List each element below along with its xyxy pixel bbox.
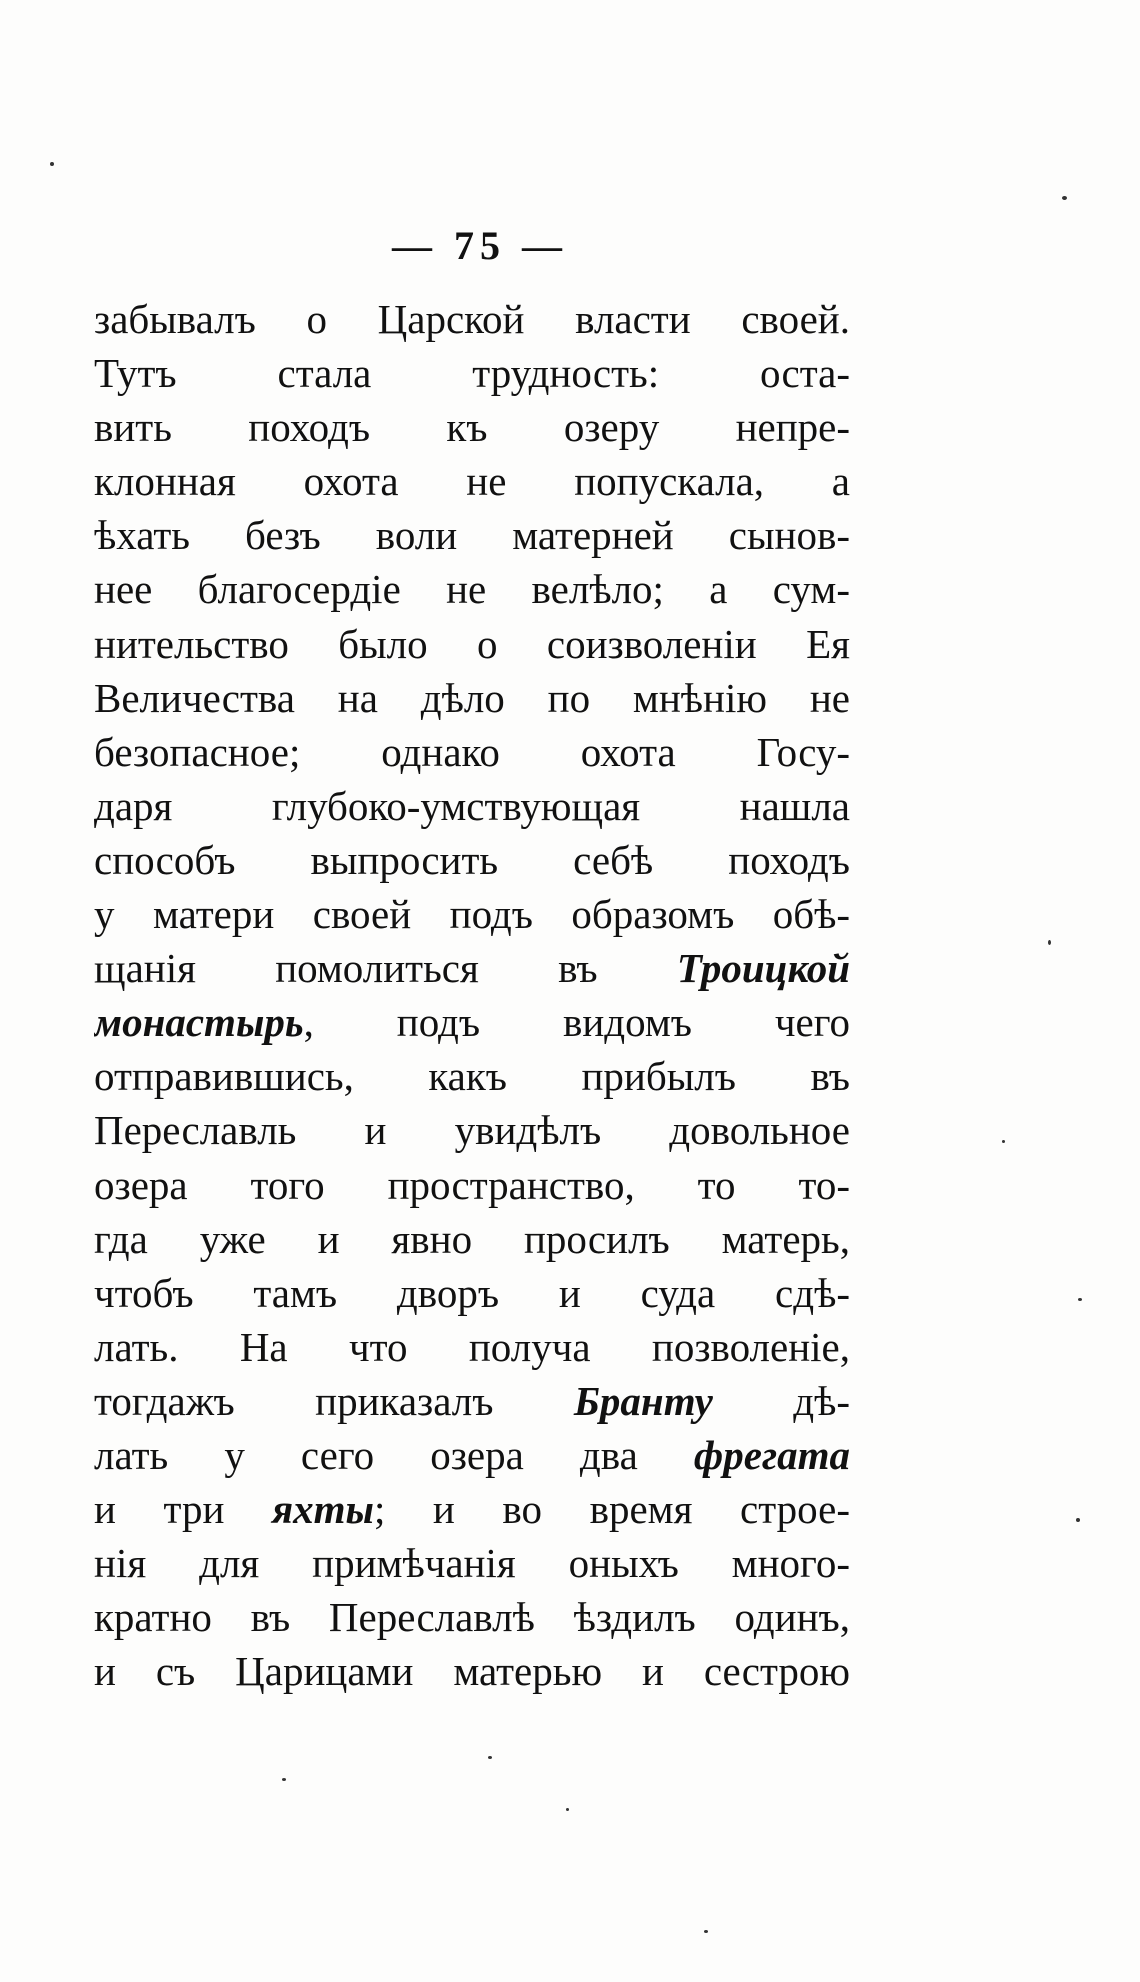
- scan-speck: [1002, 1140, 1005, 1143]
- text-line: Переславль и увидѣлъ довольное: [94, 1107, 850, 1154]
- body-text: [94, 292, 850, 1698]
- scan-speck: [1076, 1518, 1080, 1522]
- text-line: нее благосердіе не велѣло; а сум-: [94, 566, 850, 613]
- text-line: нительство было о соизволеніи Ея: [94, 620, 850, 667]
- italic-person-name: Бранту: [573, 1377, 713, 1424]
- text-line: у матери своей подъ образомъ обѣ-: [94, 891, 850, 938]
- italic-term: яхты: [271, 1486, 374, 1533]
- text-line: клонная охота не попускала, а: [94, 458, 850, 505]
- scan-speck: [282, 1778, 286, 1781]
- scan-speck: [50, 162, 54, 166]
- text-line: кратно въ Переславлѣ ѣздилъ одинъ,: [94, 1594, 850, 1641]
- scan-speck: [566, 1808, 569, 1811]
- text-line: и три яхты; и во время строе-: [94, 1486, 850, 1533]
- scan-speck: [488, 1756, 492, 1759]
- text-line: гда уже и явно просилъ матерь,: [94, 1215, 850, 1262]
- text-line: щанія помолиться въ Троицкой: [94, 945, 850, 992]
- italic-place-name: Троицкой: [676, 945, 850, 992]
- text-line: монастырь, подъ видомъ чего: [94, 999, 850, 1046]
- text-line: нія для примѣчанія оныхъ много-: [94, 1540, 850, 1587]
- text-line: чтобъ тамъ дворъ и суда сдѣ-: [94, 1269, 850, 1316]
- text-line: вить походъ къ озеру непре-: [94, 404, 850, 451]
- text-line: отправившись, какъ прибылъ въ: [94, 1053, 850, 1100]
- text-line: лать. На что получа позволеніе,: [94, 1323, 850, 1370]
- page-number: — 75 —: [392, 223, 568, 268]
- text-line: забывалъ о Царской власти своей.: [94, 296, 850, 342]
- text-line: озера того пространство, то то-: [94, 1161, 850, 1208]
- text-line: тогдажъ приказалъ Бранту дѣ-: [94, 1377, 850, 1424]
- scan-speck: [704, 1930, 708, 1933]
- scan-speck: [1078, 1298, 1082, 1301]
- scan-speck: [1062, 196, 1067, 200]
- text-line: Тутъ стала трудность: оста-: [94, 350, 850, 397]
- italic-term: фрегата: [693, 1431, 850, 1478]
- text-line: лать у сего озера два фрегата: [94, 1431, 850, 1478]
- text-line: ѣхать безъ воли матерней сынов-: [94, 512, 850, 559]
- text-line: Величества на дѣло по мнѣнію не: [94, 674, 850, 721]
- italic-place-name: монастырь: [94, 999, 304, 1046]
- text-line: безопасное; однако охота Госу-: [94, 728, 850, 775]
- text-line: даря глубоко-умствующая нашла: [94, 782, 850, 829]
- text-line: и съ Царицами матерью и сестрою: [94, 1648, 850, 1695]
- text-line: способъ выпросить себѣ походъ: [94, 836, 850, 883]
- scan-speck: [1048, 940, 1051, 945]
